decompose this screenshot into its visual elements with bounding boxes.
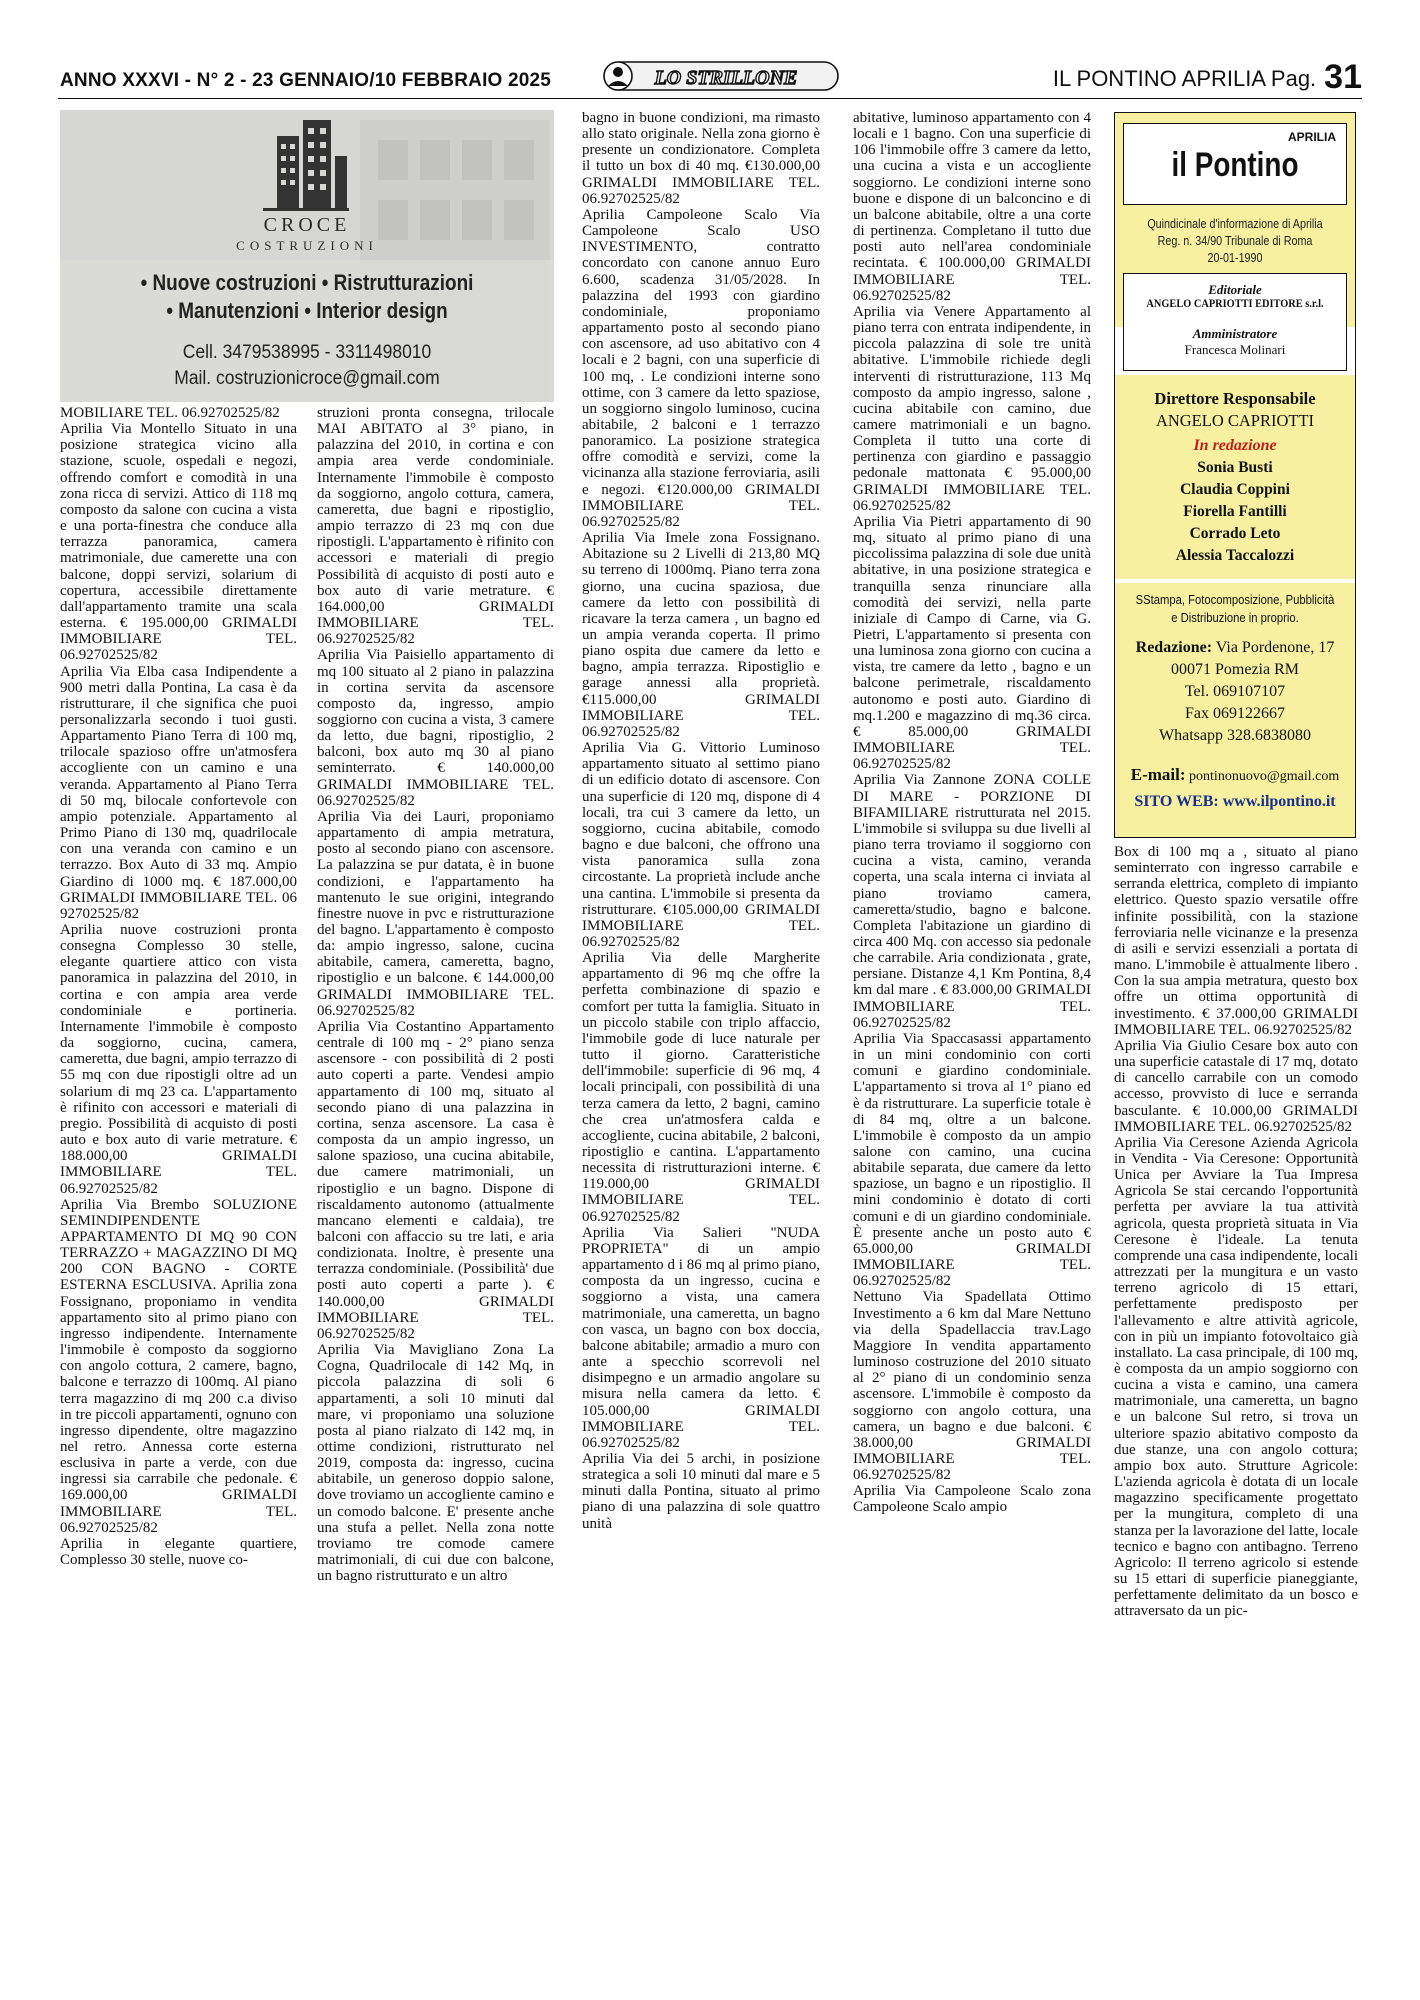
redazione-address — [1115, 637, 1355, 747]
direttore-label: Direttore Responsabile — [1154, 389, 1316, 408]
email-label: E-mail: — [1130, 765, 1186, 784]
column-5 — [1114, 844, 1358, 1965]
ad-services-1: • Nuove costruzioni • Ristrutturazioni — [140, 270, 474, 295]
website-link[interactable]: SITO WEB: www.ilpontino.it — [1134, 793, 1336, 810]
masthead-brand — [1123, 123, 1347, 205]
ad-email: Mail. costruzionicroce@gmail.com — [174, 368, 440, 389]
column-4-text: abitative, luminoso appartamento con 4 locali e 1 bagno. Con una superficie di 106 l'immobile offre 3 camere da letto, una cucina a vista e un accogliente soggiorno. Le condizioni interne sono buone e dispone di un balconcino e di un balcone abitabile, oltre a una corte di pertinenza. Completano il tutto due posti auto nell'area condominiale recintata. € 100.000,00 GRIMALDI IMMOBILIARE TEL. 06.92702525/82 Aprilia via Venere Appartamento al piano terra con entrata indipendente, in piccola palazzina di sole tre unità abitative. L'immobile richiede degli interventi di ristrutturazione, 113 Mq composto da ampio ingresso, salone , cucina abitabile con camino, due camere matrimoniali e un bagno. Completa il tutto una corte di pertinenza con giardino e passaggio pedonale mattonata € 95.000,00 GRIMALDI IMMOBILIARE TEL. 06.92702525/82 Aprilia Via Pietri appartamento di 90 mq, situato al primo piano di una piccolissima palazzina di sole due unità abitative, in una posizione strategica e tranquilla senza rinunciare alla comodità dei servizi, nella parte iniziale di Campo di Carne, via G. Pietri, L'appartamento si presenta con una luminosa zona giorno con cucina a vista, tre camere da letto , bagno e un balcone perimetrale, riscaldamento autonomo e posti auto. Giardino di mq.1.200 e magazzino di mq.36 circa. € 85.000,00 GRIMALDI IMMOBILIARE TEL. 06.92702525/82 Aprilia Via Zannone ZONA COLLE DI MARE - PORZIONE DI BIFAMILIARE ristrutturata nel 2015. L'immobile si sviluppa su due livelli al piano terra troviamo il soggiorno con cucina a vista, camino, veranda coperta, una scala interna ci inviata al piano troviamo camera, cameretta/studio, bagno e balcone. Completa l'abitazione un giardino di circa 400 Mq. con accesso sia pedonale che carrabile. Aria condizionata , grate, persiane. Distanze 4,1 Km Pontina, 8,4 km dal mare . € 83.000,00 GRIMALDI IMMOBILIARE TEL. 06.92702525/82 Aprilia Via Spaccasassi appartamento in un mini condominio con corti comuni e giardino condominiale. L'appartamento si trova al 1° piano ed è da ristrutturare. La superficie totale è di 84 mq, oltre a un balcone. L'immobile è composto da un ampio salone con camino, una cucina abitabile separata, due camere da letto spaziose, un bagno e un ripostiglio. Il mini condominio è dotato di corti comuni e di un giardino condominiale. È presente anche un posto auto € 65.000,00 GRIMALDI IMMOBILIARE TEL. 06.92702525/82 Nettuno Via Spadellata Ottimo Investimento a 6 km dal Mare Nettuno via della Spadellaccia trav.Lago Maggiore In vendita appartamento luminoso costruzione del 2010 situato al 2° piano di un condominio senza ascensore. L'immobile è composto da soggiorno con angolo cottura, una camera, un bagno e due balconi. € 38.000,00 GRIMALDI IMMOBILIARE TEL. 06.92702525/82 Aprilia Via Campoleone Scalo zona Campoleone Scalo ampio — [853, 110, 1091, 1516]
masthead-aprilia: APRILIA — [1288, 130, 1336, 144]
ad-phone: Cell. 3479538995 - 3311498010 — [182, 342, 432, 363]
column-1 — [60, 405, 297, 1965]
masthead-registration: Reg. n. 34/90 Tribunale di Roma — [1157, 234, 1313, 248]
page-header — [58, 58, 1362, 98]
paper-name — [1053, 58, 1362, 97]
header-rule — [58, 98, 1362, 99]
amministratore-name: Francesca Molinari — [1184, 342, 1286, 357]
redazione-details: Via Pordenone, 17 00071 Pomezia RM Tel. 069107107 Fax 069122667 Whatsapp 328.6838080 — [1159, 639, 1335, 744]
ad-brand-name: CROCE — [263, 214, 351, 236]
stampa-note: SStampa, Fotocomposizione, Pubblicità e Distribuzione in proprio. — [1135, 593, 1335, 625]
editore-name: ANGELO CAPRIOTTI EDITORE s.r.l. — [1146, 298, 1324, 310]
lo-strillone-logo — [596, 58, 846, 94]
editoriale-label: Editoriale — [1208, 282, 1262, 297]
masthead-staff — [1115, 375, 1355, 579]
page-number: 31 — [1324, 58, 1362, 96]
ad-services-2: • Manutenzioni • Interior design — [166, 298, 448, 323]
direttore-name: ANGELO CAPRIOTTI — [1155, 411, 1315, 430]
column-2 — [317, 405, 554, 1965]
paper-title: IL PONTINO APRILIA Pag. — [1052, 66, 1317, 91]
logo-text: LO STRILLONE — [654, 67, 798, 89]
redazione-label: Redazione: — [1135, 639, 1213, 656]
email-address[interactable]: pontinonuovo@gmail.com — [1185, 769, 1340, 784]
masthead-contacts — [1115, 583, 1355, 837]
masthead-tagline: Quindicinale d'informazione di Aprilia — [1147, 217, 1323, 231]
masthead-reg-date: 20-01-1990 — [1207, 251, 1263, 265]
masthead-title: il Pontino — [1171, 146, 1299, 184]
column-3 — [582, 110, 820, 1965]
column-1-text: MOBILIARE TEL. 06.92702525/82 Aprilia Via Montello Situato in una posizione strategica vicino alla stazione, scuole, ospedali e negozi, offrendo comfort e comodità in una zona ricca di servizi. Attico di 118 mq composto da salone con cucina a vista e una porta-finestra che conduce alla terrazza panoramica, camera matrimoniale, due camerette una con balcone, doppi servizi, solarium di copertura, accessibile direttamente dall'appartamento tramite una scala esterna. € 195.000,00 GRIMALDI IMMOBILIARE TEL. 06.92702525/82 Aprilia Via Elba casa Indipendente a 900 metri dalla Pontina, La casa è da ristrutturare, il che significa che puoi personalizzarla secondo i tuoi gusti. Appartamento Piano Terra di 100 mq, trilocale spazioso offre un'atmosfera accogliente con un camino e una veranda. Appartamento al Piano Terra di 50 mq, bilocale confortevole con ampio potenziale. Appartamento al Primo Piano di 130 mq, quadrilocale con una veranda con camino e un terrazzo. Box Auto di 33 mq. Ampio Giardino di 1000 mq. € 187.000,00 GRIMALDI IMMOBILIARE TEL. 06 92702525/82 Aprilia nuove costruzioni pronta consegna Complesso 30 stelle, elegante quartiere attico con vista panoramica in palazzina del 2010, in cortina e con ampia area verde condominiale e portineria. Internamente l'immobile è composto da soggiorno, cucina, camera, cameretta, due bagni, ampio terrazzo di 55 mq con due ripostigli oltre ad un solarium di mq 23 ca. L'appartamento è rifinito con accessori e materiali di pregio. Possibilità di acquisto di posti auto e box auto di varie metrature. € 188.000,00 GRIMALDI IMMOBILIARE TEL. 06.92702525/82 Aprilia Via Brembo SOLUZIONE SEMINDIPENDENTE APPARTAMENTO DI MQ 90 CON TERRAZZO + MAGAZZINO DI MQ 200 CON BAGNO - CORTE ESTERNA ESCLUSIVA. Aprilia zona Fossignano, proponiamo in vendita appartamento sito al primo piano con ingresso indipendente. Internamente l'immobile è composto da soggiorno con angolo cottura, 2 camere, bagno, balcone e terrazzo di 100mq. Al piano terra magazzino di mq 200 c.a diviso in tre piccoli appartamenti, ognuno con ingresso dipendente, oltre magazzino nel retro. Annessa corte esterna esclusiva in parte a verde, con due ingressi sia carrabile che pedonale. € 169.000,00 GRIMALDI IMMOBILIARE TEL. 06.92702525/82 Aprilia in elegante quartiere, Complesso 30 stelle, nuove co- — [60, 405, 297, 1569]
column-2-text: struzioni pronta consegna, trilocale MAI ABITATO al 3° piano, in palazzina del 2010, in cortina e con ampia area verde condominiale. Internamente l'immobile è composto da soggiorno, angolo cottura, camera, cameretta, due bagni e ripostiglio, ampio terrazzo di 23 mq con due ripostigli. L'appartamento è rifinito con accessori e materiali di pregio Possibilità di acquisto di posti auto e box auto di varie metrature. € 164.000,00 GRIMALDI IMMOBILIARE TEL. 06.92702525/82 Aprilia Via Paisiello appartamento di mq 100 situato al 2 piano in palazzina in cortina servita da ascensore composto da, ingresso, ampio soggiorno con cucina a vista, 3 camere da letto, due bagni, ripostiglio, 2 balconi, box auto mq 30 al piano seminterrato. € 140.000,00 GRIMALDI IMMOBILIARE TEL. 06.92702525/82 Aprilia Via dei Lauri, proponiamo appartamento di ampia metratura, posto al secondo piano con ascensore. La palazzina se pur datata, è in buone condizioni, e l'appartamento ha mantenuto le sue origini, integrando finestre nuove in pvc e ristrutturazione del bagno. L'appartamento è composto da: ampio ingresso, salone, cucina abitabile, camera, cameretta, bagno, ripostiglio e un balcone. € 144.000,00 GRIMALDI IMMOBILIARE TEL. 06.92702525/82 Aprilia Via Costantino Appartamento centrale di 100 mq - 2° piano senza ascensore - con possibilità di 2 posti auto coperti a parte. Vendesi ampio appartamento di 100 mq, situato al secondo piano di una palazzina in cortina, senza ascensore. La casa è composta da un ampio ingresso, un salone spazioso, una cucina abitabile, due camere matrimoniali, un ripostiglio e un bagno. Dispone di riscaldamento autonomo (attualmente mancano elementi e caldaia), tre balconi con affaccio su tre lati, e aria condizionata. Inoltre, è presente una terrazza condominiale. (Possibilità' due posti auto coperti a parte ). € 140.000,00 GRIMALDI IMMOBILIARE TEL. 06.92702525/82 Aprilia Via Mavigliano Zona La Cogna, Quadrilocale di 142 Mq, in piccola palazzina di soli 6 appartamenti, a soli 10 minuti dal mare, vi proponiamo una soluzione posta al piano rialzato di 142 mq, in ottime condizioni, ristrutturato nel 2019, composta da: ingresso, cucina abitabile, un generoso doppio salone, dove troviamo un accogliente camino e un comodo balcone. E' presente anche una stufa a pellet. Nella zona notte troviamo tre comode camere matrimoniali, di cui due con balcone, un bagno ristrutturato e un altro — [317, 405, 554, 1585]
email-line — [1115, 765, 1355, 785]
croce-costruzioni-ad — [60, 110, 554, 402]
editor-box — [1123, 273, 1347, 371]
staff-names: Sonia Busti Claudia Coppini Fiorella Fantilli Corrado Leto Alessia Taccalozzi — [1175, 459, 1295, 564]
column-3-text: bagno in buone condizioni, ma rimasto allo stato originale. Nella zona giorno è presente un condizionatore. Completa il tutto un box di 40 mq. €130.000,00 GRIMALDI IMMOBILIARE TEL. 06.92702525/82 Aprilia Campoleone Scalo Via Campoleone Scalo USO INVESTIMENTO, contratto concordato con canone annuo Euro 6.600, scadenza 31/05/2028. In palazzina del 1993 con giardino condominiale, proponiamo appartamento posto al secondo piano con ascensore, ad uso abitativo con 4 locali e 2 bagni, con una superficie di 100 mq, . Le condizioni interne sono ottime, con 3 camere da letto spaziose, un soggiorno singolo luminoso, cucina abitabile, 2 balconi e 1 terrazzo panoramico. La posizione strategica offre comodità e servizi, come la vicinanza alla stazione ferroviaria, asili e negozi. €120.000,00 GRIMALDI IMMOBILIARE TEL. 06.92702525/82 Aprilia Via Imele zona Fossignano. Abitazione su 2 Livelli di 213,80 MQ su terreno di 1000mq. Piano terra zona giorno, una cucina spaziosa, due camere da letto con possibilità di ricavare la terza camera , un bagno ed un ampia veranda coperta. Il primo piano ospita due camere da letto e bagno, ampia terrazza. Ripostiglio e garage annessi alla proprietà. €115.000,00 GRIMALDI IMMOBILIARE TEL. 06.92702525/82 Aprilia Via G. Vittorio Luminoso appartamento situato al settimo piano di un edificio dotato di ascensore. Con una superficie di 120 mq, dispone di 4 locali, tra cui 3 camere da letto, un soggiorno, cucina abitabile, comodo bagno e due balconi, che offrono una vista panoramica sulla zona circostante. La proprietà include anche una cantina. L'immobile si presenta da ristrutturare. €105.000,00 GRIMALDI IMMOBILIARE TEL. 06.92702525/82 Aprilia Via delle Margherite appartamento di 96 mq che offre la perfetta combinazione di spazio e comfort per tutta la famiglia. Situato in un piccolo stabile con triplo affaccio, l'immobile gode di luce naturale per tutto il giorno. Caratteristiche dell'immobile: superficie di 96 mq, 4 locali principali, con possibilità di una terza camera da letto, 2 bagni, camino che crea un'atmosfera calda e accogliente, cucina abitabile, 2 balconi, ripostiglio e cantina. L'appartamento necessita di ristrutturazioni interne. € 119.000,00 GRIMALDI IMMOBILIARE TEL. 06.92702525/82 Aprilia Via Salieri "NUDA PROPRIETA" di un ampio appartamento d i 86 mq al primo piano, composta da un ingresso, cucina e soggiorno a vista, una camera matrimoniale, una cameretta, un bagno con vasca, un bagno con box doccia, balcone abitabile; armadio a muro con ante a specchio scorrevoli nel disimpegno e un armadio angolare su misura nella camera da letto. € 105.000,00 GRIMALDI IMMOBILIARE TEL. 06.92702525/82 Aprilia Via dei 5 archi, in posizione strategica a soli 10 minuti dal mare e 5 minuti dalla Pontina, situato al primo piano di una palazzina di sole quattro unità — [582, 110, 820, 1532]
ad-brand-sub: COSTRUZIONI — [236, 238, 378, 253]
croce-building-icon — [255, 116, 355, 212]
column-4 — [853, 110, 1091, 1965]
issue-line: ANNO XXXVI - N° 2 - 23 GENNAIO/10 FEBBRAIO 2025 — [60, 70, 552, 91]
masthead-box — [1114, 112, 1356, 838]
column-5-text: Box di 100 mq a , situato al piano seminterrato con ingresso carrabile e serranda elettrica, completo di impianto elettrico. Questo spazio versatile offre infinite possibilità, con la stazione ferroviaria nelle vicinanze e la presenza di asili e servizi essenziali a portata di mano. L'immobile è attualmente libero . Con la sua ampia metratura, questo box offre un ottima opportunità di investimento. € 37.000,00 GRIMALDI IMMOBILIARE TEL. 06.92702525/82 Aprilia Via Giulio Cesare box auto con una superficie catastale di 17 mq, dotato di cancello carrabile con un comodo accesso, provvisto di luce e serranda basculante. € 10.000,00 GRIMALDI IMMOBILIARE TEL. 06.92702525/82 Aprilia Via Ceresone Azienda Agricola in Vendita - Via Ceresone: Opportunità Unica per Avviare la Tua Impresa Agricola Se stai cercando l'opportunità perfetta per avviare la tua attività agricola, questa proprietà situata in Via Ceresone è l'ideale. La tenuta comprende una casa indipendente, locali attrezzati per la mungitura e un vasto terreno agricolo di 15 ettari, perfettamente predisposto per l'allevamento e altre attività agricole, con in più un impianto fotovoltaico già installato. La casa principale, di 100 mq, è composta da un ampio soggiorno con cucina a vista e camino, una camera matrimoniale, una cameretta, un bagno e un balcone Sul retro, si trova un ulteriore spazio abitativo composto da due stanze, una con angolo cottura; ampio box auto. Strutture Agricole: L'azienda agricola è dotata di un locale magazzino specificamente progettato per la mungitura, completo di una stanza per la lavorazione del latte, locale tecnico e bagno con antibagno. Terreno Agricolo: Il terreno agricolo si estende su 15 ettari di superficie pianeggiante, perfettamente delimitato da un bosco e attraversato da un pic- — [1114, 844, 1358, 1620]
amministratore-label: Amministratore — [1192, 326, 1278, 341]
in-redazione-label: In redazione — [1193, 437, 1277, 454]
